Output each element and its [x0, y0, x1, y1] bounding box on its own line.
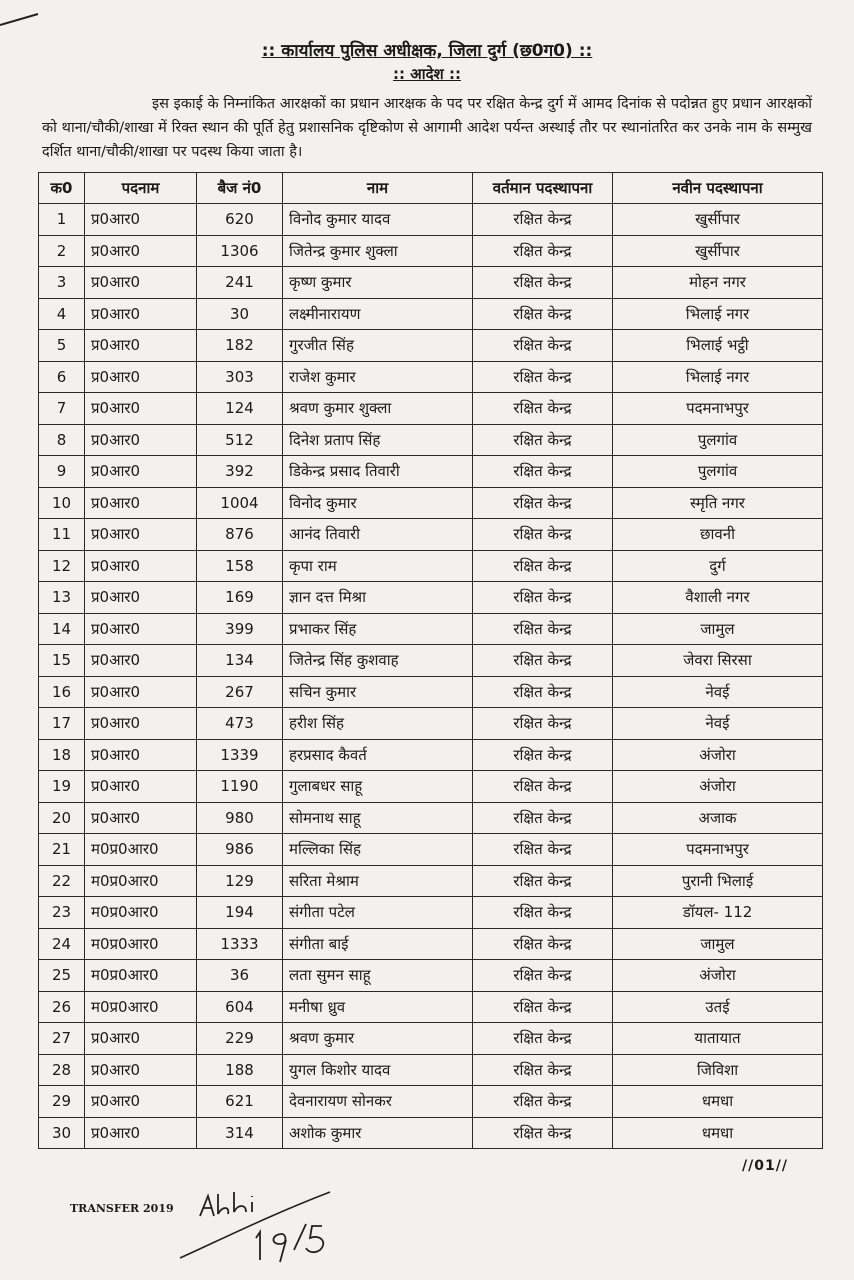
table-row: [39, 739, 823, 771]
new-posting-cell: पदमनाभपुर: [613, 834, 823, 866]
current-posting-cell: रक्षित केन्द्र: [473, 330, 613, 362]
name-cell: मल्लिका सिंह: [283, 834, 473, 866]
table-row: [39, 204, 823, 236]
serial-cell: 25: [39, 960, 85, 992]
table-row: [39, 865, 823, 897]
name-cell: संगीता बाई: [283, 928, 473, 960]
post-cell: प्र0आर0: [85, 676, 197, 708]
name-cell: देवनारायण सोनकर: [283, 1086, 473, 1118]
serial-cell: 19: [39, 771, 85, 803]
current-posting-cell: रक्षित केन्द्र: [473, 676, 613, 708]
post-cell: प्र0आर0: [85, 456, 197, 488]
table-row: [39, 960, 823, 992]
post-cell: प्र0आर0: [85, 708, 197, 740]
post-cell: प्र0आर0: [85, 393, 197, 425]
serial-cell: 18: [39, 739, 85, 771]
post-cell: प्र0आर0: [85, 330, 197, 362]
post-cell: म0प्र0आर0: [85, 960, 197, 992]
post-cell: प्र0आर0: [85, 1086, 197, 1118]
badge-cell: 399: [197, 613, 283, 645]
badge-cell: 473: [197, 708, 283, 740]
post-cell: प्र0आर0: [85, 298, 197, 330]
badge-cell: 620: [197, 204, 283, 236]
post-cell: म0प्र0आर0: [85, 834, 197, 866]
badge-cell: 621: [197, 1086, 283, 1118]
post-cell: प्र0आर0: [85, 1117, 197, 1149]
order-intro-paragraph: इस इकाई के निम्नांकित आरक्षकों का प्रधान आरक्षक के पद पर रक्षित केन्द्र दुर्ग में आमद दिनांक से पदोन्नत हुए प्रधान आरक्षकों को थाना/चौकी/शाखा में रिक्त स्थान की पूर्ति हेतु प्रशासनिक दृष्टिकोण से आगामी आदेश पर्यन्त अस्थाई तौर पर स्थानांतरित कर उनके नाम के सम्मुख दर्शित थाना/चौकी/शाखा पर पदस्थ किया जाता है।: [42, 96, 812, 160]
serial-cell: 7: [39, 393, 85, 425]
table-row: [39, 1023, 823, 1055]
serial-cell: 20: [39, 802, 85, 834]
name-cell: लता सुमन साहू: [283, 960, 473, 992]
table-row: [39, 897, 823, 929]
current-posting-cell: रक्षित केन्द्र: [473, 613, 613, 645]
table-row: [39, 267, 823, 299]
new-posting-cell: यातायात: [613, 1023, 823, 1055]
order-heading: :: आदेश ::: [393, 65, 461, 83]
post-cell: प्र0आर0: [85, 519, 197, 551]
name-cell: प्रभाकर सिंह: [283, 613, 473, 645]
post-cell: प्र0आर0: [85, 771, 197, 803]
serial-cell: 14: [39, 613, 85, 645]
col-header-badge: बैज नं0: [197, 173, 283, 204]
current-posting-cell: रक्षित केन्द्र: [473, 519, 613, 551]
badge-cell: 229: [197, 1023, 283, 1055]
serial-cell: 30: [39, 1117, 85, 1149]
table-row: [39, 235, 823, 267]
current-posting-cell: रक्षित केन्द्र: [473, 708, 613, 740]
new-posting-cell: पदमनाभपुर: [613, 393, 823, 425]
table-row: [39, 330, 823, 362]
office-title: :: कार्यालय पुलिस अधीक्षक, जिला दुर्ग (छ0ग0) ::: [261, 41, 593, 61]
current-posting-cell: रक्षित केन्द्र: [473, 298, 613, 330]
badge-cell: 392: [197, 456, 283, 488]
name-cell: डिकेन्द्र प्रसाद तिवारी: [283, 456, 473, 488]
new-posting-cell: धमधा: [613, 1086, 823, 1118]
col-header-post: पदनाम: [85, 173, 197, 204]
current-posting-cell: रक्षित केन्द्र: [473, 1054, 613, 1086]
new-posting-cell: अंजोरा: [613, 960, 823, 992]
badge-cell: 267: [197, 676, 283, 708]
table-row: [39, 1086, 823, 1118]
table-row: [39, 361, 823, 393]
name-cell: सचिन कुमार: [283, 676, 473, 708]
serial-cell: 9: [39, 456, 85, 488]
new-posting-cell: अजाक: [613, 802, 823, 834]
serial-cell: 2: [39, 235, 85, 267]
serial-cell: 28: [39, 1054, 85, 1086]
name-cell: मनीषा ध्रुव: [283, 991, 473, 1023]
serial-cell: 3: [39, 267, 85, 299]
badge-cell: 30: [197, 298, 283, 330]
name-cell: विनोद कुमार यादव: [283, 204, 473, 236]
post-cell: प्र0आर0: [85, 613, 197, 645]
name-cell: युगल किशोर यादव: [283, 1054, 473, 1086]
name-cell: कृपा राम: [283, 550, 473, 582]
serial-cell: 29: [39, 1086, 85, 1118]
current-posting-cell: रक्षित केन्द्र: [473, 865, 613, 897]
new-posting-cell: खुर्सीपार: [613, 235, 823, 267]
new-posting-cell: नेवई: [613, 708, 823, 740]
serial-cell: 17: [39, 708, 85, 740]
serial-cell: 10: [39, 487, 85, 519]
new-posting-cell: जामुल: [613, 613, 823, 645]
transfer-table: [38, 172, 823, 1149]
badge-cell: 36: [197, 960, 283, 992]
post-cell: प्र0आर0: [85, 424, 197, 456]
new-posting-cell: भिलाई भट्ठी: [613, 330, 823, 362]
current-posting-cell: रक्षित केन्द्र: [473, 991, 613, 1023]
post-cell: प्र0आर0: [85, 739, 197, 771]
post-cell: प्र0आर0: [85, 361, 197, 393]
post-cell: प्र0आर0: [85, 645, 197, 677]
post-cell: प्र0आर0: [85, 582, 197, 614]
post-cell: म0प्र0आर0: [85, 897, 197, 929]
badge-cell: 1306: [197, 235, 283, 267]
new-posting-cell: खुर्सीपार: [613, 204, 823, 236]
current-posting-cell: रक्षित केन्द्र: [473, 393, 613, 425]
current-posting-cell: रक्षित केन्द्र: [473, 550, 613, 582]
new-posting-cell: जामुल: [613, 928, 823, 960]
badge-cell: 194: [197, 897, 283, 929]
badge-cell: 129: [197, 865, 283, 897]
serial-cell: 11: [39, 519, 85, 551]
badge-cell: 314: [197, 1117, 283, 1149]
post-cell: प्र0आर0: [85, 550, 197, 582]
name-cell: सरिता मेश्राम: [283, 865, 473, 897]
name-cell: श्रवण कुमार शुक्ला: [283, 393, 473, 425]
post-cell: प्र0आर0: [85, 1054, 197, 1086]
col-header-serial: क0: [39, 173, 85, 204]
badge-cell: 1339: [197, 739, 283, 771]
table-row: [39, 676, 823, 708]
current-posting-cell: रक्षित केन्द्र: [473, 424, 613, 456]
serial-cell: 5: [39, 330, 85, 362]
badge-cell: 1004: [197, 487, 283, 519]
badge-cell: 124: [197, 393, 283, 425]
serial-cell: 26: [39, 991, 85, 1023]
serial-cell: 22: [39, 865, 85, 897]
current-posting-cell: रक्षित केन्द्र: [473, 928, 613, 960]
name-cell: श्रवण कुमार: [283, 1023, 473, 1055]
table-row: [39, 298, 823, 330]
post-cell: म0प्र0आर0: [85, 865, 197, 897]
post-cell: प्र0आर0: [85, 235, 197, 267]
serial-cell: 13: [39, 582, 85, 614]
badge-cell: 1333: [197, 928, 283, 960]
serial-cell: 24: [39, 928, 85, 960]
badge-cell: 134: [197, 645, 283, 677]
new-posting-cell: पुरानी भिलाई: [613, 865, 823, 897]
current-posting-cell: रक्षित केन्द्र: [473, 1086, 613, 1118]
table-row: [39, 708, 823, 740]
current-posting-cell: रक्षित केन्द्र: [473, 235, 613, 267]
table-row: [39, 456, 823, 488]
name-cell: हरप्रसाद कैवर्त: [283, 739, 473, 771]
corner-pen-mark: [0, 12, 40, 26]
table-header-row: [39, 173, 823, 204]
name-cell: हरीश सिंह: [283, 708, 473, 740]
post-cell: प्र0आर0: [85, 487, 197, 519]
badge-cell: 986: [197, 834, 283, 866]
current-posting-cell: रक्षित केन्द्र: [473, 771, 613, 803]
col-header-current-posting: वर्तमान पदस्थापना: [473, 173, 613, 204]
current-posting-cell: रक्षित केन्द्र: [473, 582, 613, 614]
serial-cell: 27: [39, 1023, 85, 1055]
serial-cell: 16: [39, 676, 85, 708]
new-posting-cell: जिविशा: [613, 1054, 823, 1086]
new-posting-cell: दुर्ग: [613, 550, 823, 582]
table-row: [39, 613, 823, 645]
footer-code: TRANSFER 2019: [70, 1202, 174, 1215]
table-row: [39, 991, 823, 1023]
table-row: [39, 519, 823, 551]
new-posting-cell: पुलगांव: [613, 456, 823, 488]
new-posting-cell: धमधा: [613, 1117, 823, 1149]
table-row: [39, 802, 823, 834]
col-header-name: नाम: [283, 173, 473, 204]
table-row: [39, 487, 823, 519]
table-row: [39, 424, 823, 456]
current-posting-cell: रक्षित केन्द्र: [473, 645, 613, 677]
new-posting-cell: पुलगांव: [613, 424, 823, 456]
table-row: [39, 1054, 823, 1086]
name-cell: सोमनाथ साहू: [283, 802, 473, 834]
serial-cell: 6: [39, 361, 85, 393]
name-cell: जितेन्द्र कुमार शुक्ला: [283, 235, 473, 267]
post-cell: म0प्र0आर0: [85, 991, 197, 1023]
badge-cell: 1190: [197, 771, 283, 803]
name-cell: ज्ञान दत्त मिश्रा: [283, 582, 473, 614]
post-cell: प्र0आर0: [85, 1023, 197, 1055]
current-posting-cell: रक्षित केन्द्र: [473, 361, 613, 393]
page-number: //01//: [742, 1158, 788, 1174]
badge-cell: 303: [197, 361, 283, 393]
table-row: [39, 645, 823, 677]
new-posting-cell: भिलाई नगर: [613, 361, 823, 393]
current-posting-cell: रक्षित केन्द्र: [473, 267, 613, 299]
post-cell: प्र0आर0: [85, 802, 197, 834]
current-posting-cell: रक्षित केन्द्र: [473, 1023, 613, 1055]
badge-cell: 241: [197, 267, 283, 299]
badge-cell: 512: [197, 424, 283, 456]
name-cell: जितेन्द्र सिंह कुशवाह: [283, 645, 473, 677]
current-posting-cell: रक्षित केन्द्र: [473, 897, 613, 929]
badge-cell: 980: [197, 802, 283, 834]
col-header-new-posting: नवीन पदस्थापना: [613, 173, 823, 204]
current-posting-cell: रक्षित केन्द्र: [473, 204, 613, 236]
table-row: [39, 1117, 823, 1149]
badge-cell: 169: [197, 582, 283, 614]
table-row: [39, 550, 823, 582]
new-posting-cell: उतई: [613, 991, 823, 1023]
table-row: [39, 928, 823, 960]
new-posting-cell: छावनी: [613, 519, 823, 551]
current-posting-cell: रक्षित केन्द्र: [473, 802, 613, 834]
new-posting-cell: भिलाई नगर: [613, 298, 823, 330]
badge-cell: 876: [197, 519, 283, 551]
name-cell: विनोद कुमार: [283, 487, 473, 519]
badge-cell: 158: [197, 550, 283, 582]
table-row: [39, 582, 823, 614]
new-posting-cell: वैशाली नगर: [613, 582, 823, 614]
badge-cell: 182: [197, 330, 283, 362]
current-posting-cell: रक्षित केन्द्र: [473, 739, 613, 771]
new-posting-cell: अंजोरा: [613, 771, 823, 803]
serial-cell: 15: [39, 645, 85, 677]
name-cell: आनंद तिवारी: [283, 519, 473, 551]
new-posting-cell: मोहन नगर: [613, 267, 823, 299]
current-posting-cell: रक्षित केन्द्र: [473, 960, 613, 992]
current-posting-cell: रक्षित केन्द्र: [473, 834, 613, 866]
table-row: [39, 834, 823, 866]
name-cell: अशोक कुमार: [283, 1117, 473, 1149]
new-posting-cell: डॉयल- 112: [613, 897, 823, 929]
name-cell: लक्ष्मीनारायण: [283, 298, 473, 330]
serial-cell: 21: [39, 834, 85, 866]
serial-cell: 4: [39, 298, 85, 330]
name-cell: दिनेश प्रताप सिंह: [283, 424, 473, 456]
handwritten-signature: [160, 1180, 340, 1270]
new-posting-cell: अंजोरा: [613, 739, 823, 771]
name-cell: कृष्ण कुमार: [283, 267, 473, 299]
post-cell: प्र0आर0: [85, 204, 197, 236]
current-posting-cell: रक्षित केन्द्र: [473, 487, 613, 519]
current-posting-cell: रक्षित केन्द्र: [473, 456, 613, 488]
serial-cell: 12: [39, 550, 85, 582]
serial-cell: 8: [39, 424, 85, 456]
current-posting-cell: रक्षित केन्द्र: [473, 1117, 613, 1149]
post-cell: प्र0आर0: [85, 267, 197, 299]
new-posting-cell: नेवई: [613, 676, 823, 708]
name-cell: गुरजीत सिंह: [283, 330, 473, 362]
table-row: [39, 393, 823, 425]
serial-cell: 1: [39, 204, 85, 236]
name-cell: गुलाबधर साहू: [283, 771, 473, 803]
serial-cell: 23: [39, 897, 85, 929]
new-posting-cell: जेवरा सिरसा: [613, 645, 823, 677]
badge-cell: 188: [197, 1054, 283, 1086]
post-cell: म0प्र0आर0: [85, 928, 197, 960]
badge-cell: 604: [197, 991, 283, 1023]
name-cell: राजेश कुमार: [283, 361, 473, 393]
new-posting-cell: स्मृति नगर: [613, 487, 823, 519]
table-row: [39, 771, 823, 803]
name-cell: संगीता पटेल: [283, 897, 473, 929]
